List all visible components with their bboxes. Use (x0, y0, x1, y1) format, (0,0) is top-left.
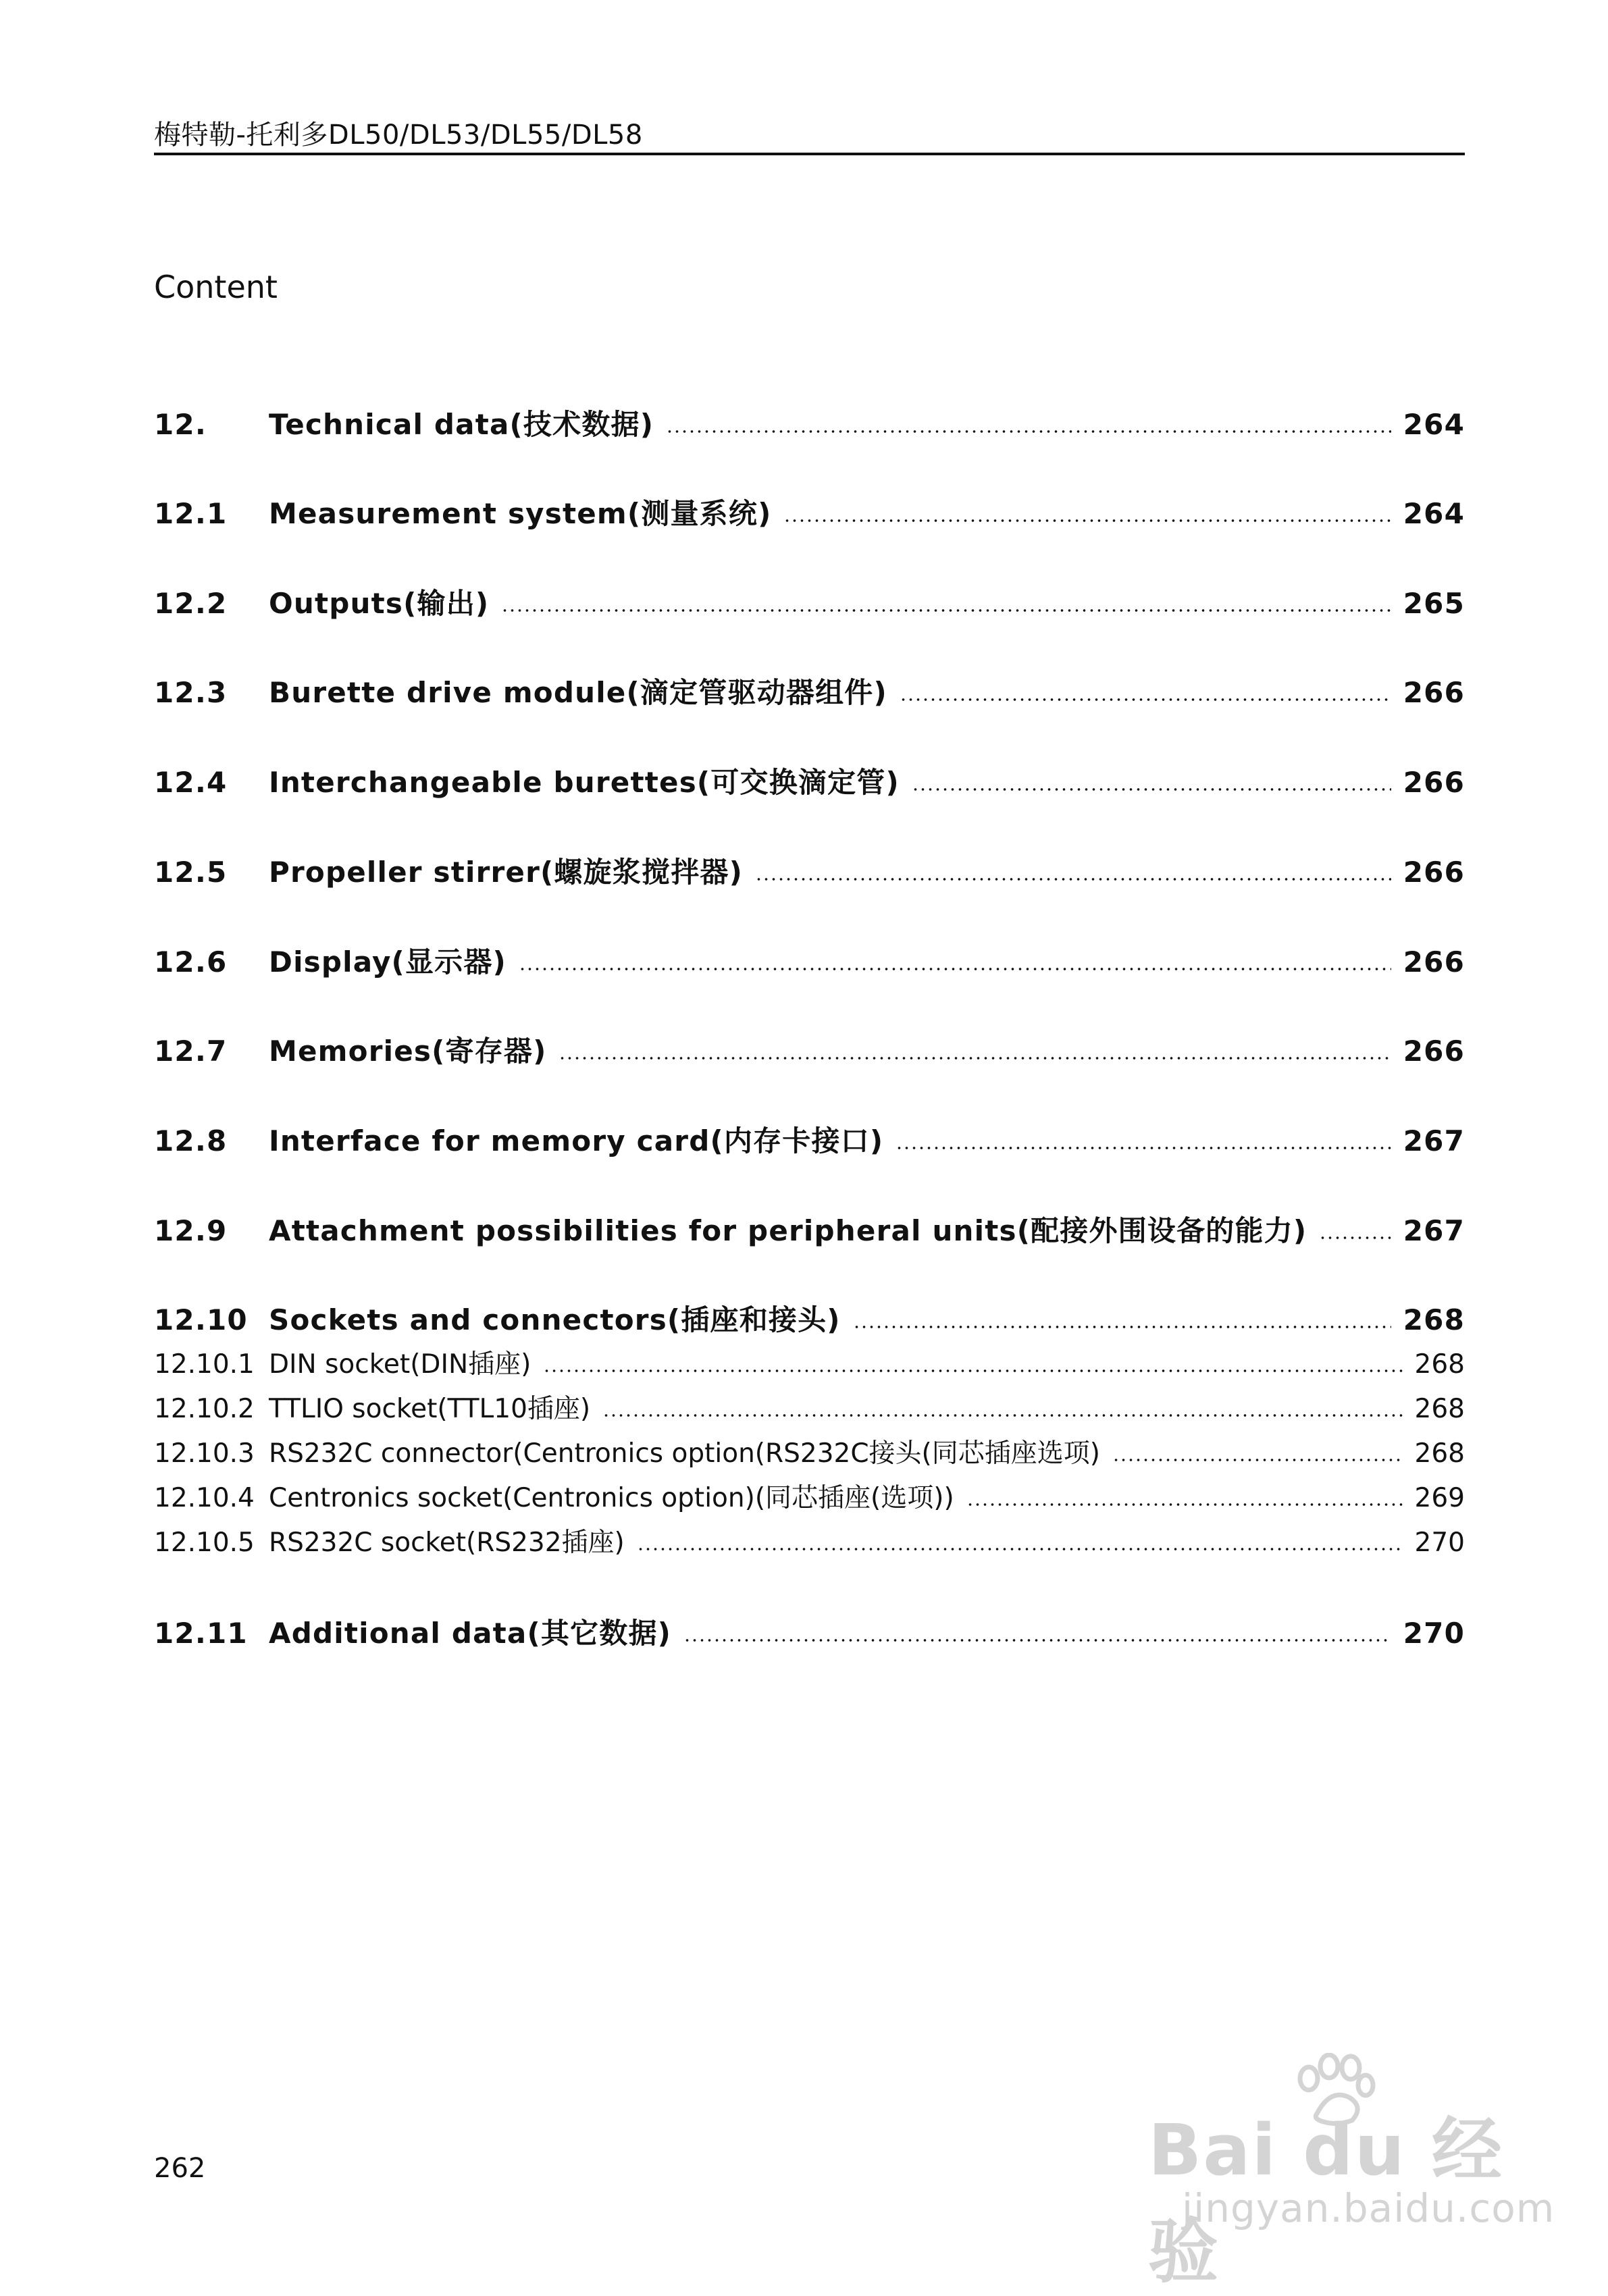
toc-entry-title: Technical data(技术数据) (269, 408, 654, 441)
toc-subentry[interactable] (154, 1521, 1465, 1562)
toc-entry-number: 12.5 (154, 856, 228, 889)
toc-entry-page: 268 (1414, 1394, 1465, 1424)
toc-entry-page: 269 (1414, 1483, 1465, 1513)
toc-subentry[interactable] (154, 1343, 1465, 1384)
dot-leader (783, 519, 1391, 523)
toc-entry-page: 264 (1403, 408, 1465, 441)
toc-entry-number: 12.1 (154, 497, 228, 530)
toc-entry-number: 12.10.4 (154, 1483, 255, 1513)
toc-entry-page: 270 (1403, 1617, 1465, 1650)
toc-entry-title: Measurement system(测量系统) (269, 497, 772, 530)
toc-entry-title: Interchangeable burettes(可交换滴定管) (269, 766, 900, 799)
toc-entry-page: 266 (1403, 676, 1465, 709)
toc-entry[interactable] (154, 850, 1465, 891)
toc-entry-number: 12.10.5 (154, 1528, 255, 1558)
toc-entry-title: Sockets and connectors(插座和接头) (269, 1303, 841, 1336)
dot-leader (637, 1547, 1403, 1551)
toc-entry[interactable] (154, 581, 1465, 622)
toc-entry-page: 268 (1403, 1303, 1465, 1336)
toc-subentry[interactable] (154, 1388, 1465, 1428)
toc-entry-number: 12.11 (154, 1617, 248, 1650)
dot-leader (1112, 1458, 1403, 1462)
toc-entry-number: 12.10.2 (154, 1394, 255, 1424)
toc-entry[interactable] (154, 1209, 1465, 1249)
toc-entry-page: 266 (1403, 766, 1465, 799)
dot-leader (683, 1638, 1391, 1642)
toc-entry-title: Attachment possibilities for peripheral units(配接外围设备的能力) (269, 1214, 1307, 1247)
toc-entry-number: 12. (154, 408, 207, 441)
toc-entry-title: Burette drive module(滴定管驱动器组件) (269, 676, 887, 709)
toc-entry-title: Memories(寄存器) (269, 1035, 547, 1068)
toc-entry[interactable] (154, 492, 1465, 532)
dot-leader (853, 1325, 1391, 1329)
toc-entry-page: 264 (1403, 497, 1465, 530)
toc-entry-number: 12.10 (154, 1303, 248, 1336)
toc-entry-page: 266 (1403, 1035, 1465, 1068)
toc-entry[interactable] (154, 1298, 1465, 1338)
toc-entry-number: 12.7 (154, 1035, 228, 1068)
toc-entry-title: TTLIO socket(TTL10插座) (269, 1394, 591, 1424)
section-title: Content (154, 269, 278, 305)
toc-entry-title: DIN socket(DIN插座) (269, 1349, 531, 1380)
toc-entry[interactable] (154, 402, 1465, 443)
dot-leader (900, 698, 1391, 702)
toc-entry-title: RS232C connector(Centronics option(RS232C接头(同芯插座选项) (269, 1438, 1100, 1469)
page-number: 262 (154, 2153, 206, 2184)
dot-leader (602, 1413, 1402, 1417)
toc-entry-title: RS232C socket(RS232插座) (269, 1528, 625, 1558)
toc-entry-page: 265 (1403, 587, 1465, 620)
watermark-url: jingyan.baidu.com (1182, 2185, 1555, 2231)
watermark-logo-text: Bai du 经验 (1148, 2109, 1503, 2293)
toc-subentry[interactable] (154, 1477, 1465, 1517)
toc-entry-number: 12.6 (154, 945, 228, 979)
toc-entry-title: Display(显示器) (269, 945, 507, 979)
toc-entry-page: 266 (1403, 856, 1465, 889)
toc-entry-number: 12.10.3 (154, 1438, 255, 1469)
dot-leader (666, 429, 1391, 434)
dot-leader (912, 787, 1391, 791)
header-divider (154, 153, 1465, 155)
running-header: 梅特勒-托利多DL50/DL53/DL55/DL58 (154, 120, 643, 151)
toc-entry-number: 12.2 (154, 587, 228, 620)
toc-entry[interactable] (154, 1029, 1465, 1070)
toc-entry-number: 12.8 (154, 1124, 228, 1157)
toc-entry-number: 12.10.1 (154, 1349, 255, 1380)
toc-entry-title: Additional data(其它数据) (269, 1617, 672, 1650)
toc-entry[interactable] (154, 760, 1465, 801)
toc-entry-page: 270 (1414, 1528, 1465, 1558)
toc-entry-title: Propeller stirrer(螺旋浆搅拌器) (269, 856, 744, 889)
toc-entry[interactable] (154, 1611, 1465, 1652)
toc-entry-number: 12.9 (154, 1214, 228, 1247)
dot-leader (755, 877, 1391, 881)
toc-entry-page: 268 (1414, 1349, 1465, 1380)
dot-leader (519, 967, 1391, 971)
dot-leader (559, 1056, 1391, 1060)
toc-entry-page: 267 (1403, 1214, 1465, 1247)
toc-entry-number: 12.4 (154, 766, 228, 799)
toc-entry-page: 267 (1403, 1124, 1465, 1157)
toc-subentry[interactable] (154, 1432, 1465, 1473)
toc-entry-title: Interface for memory card(内存卡接口) (269, 1124, 884, 1157)
dot-leader (501, 608, 1391, 612)
dot-leader (1319, 1236, 1391, 1240)
toc-entry-title: Outputs(输出) (269, 587, 490, 620)
toc-entry-title: Centronics socket(Centronics option)(同芯插座(选项)) (269, 1483, 954, 1513)
dot-leader (896, 1146, 1391, 1150)
toc-entry[interactable] (154, 671, 1465, 711)
toc-entry[interactable] (154, 1119, 1465, 1159)
toc-entry[interactable] (154, 940, 1465, 981)
dot-leader (966, 1503, 1403, 1507)
toc-entry-page: 268 (1414, 1438, 1465, 1469)
toc-entry-number: 12.3 (154, 676, 228, 709)
toc-entry-page: 266 (1403, 945, 1465, 979)
baidu-jingyan-watermark (1148, 2053, 1555, 2293)
dot-leader (543, 1369, 1402, 1373)
